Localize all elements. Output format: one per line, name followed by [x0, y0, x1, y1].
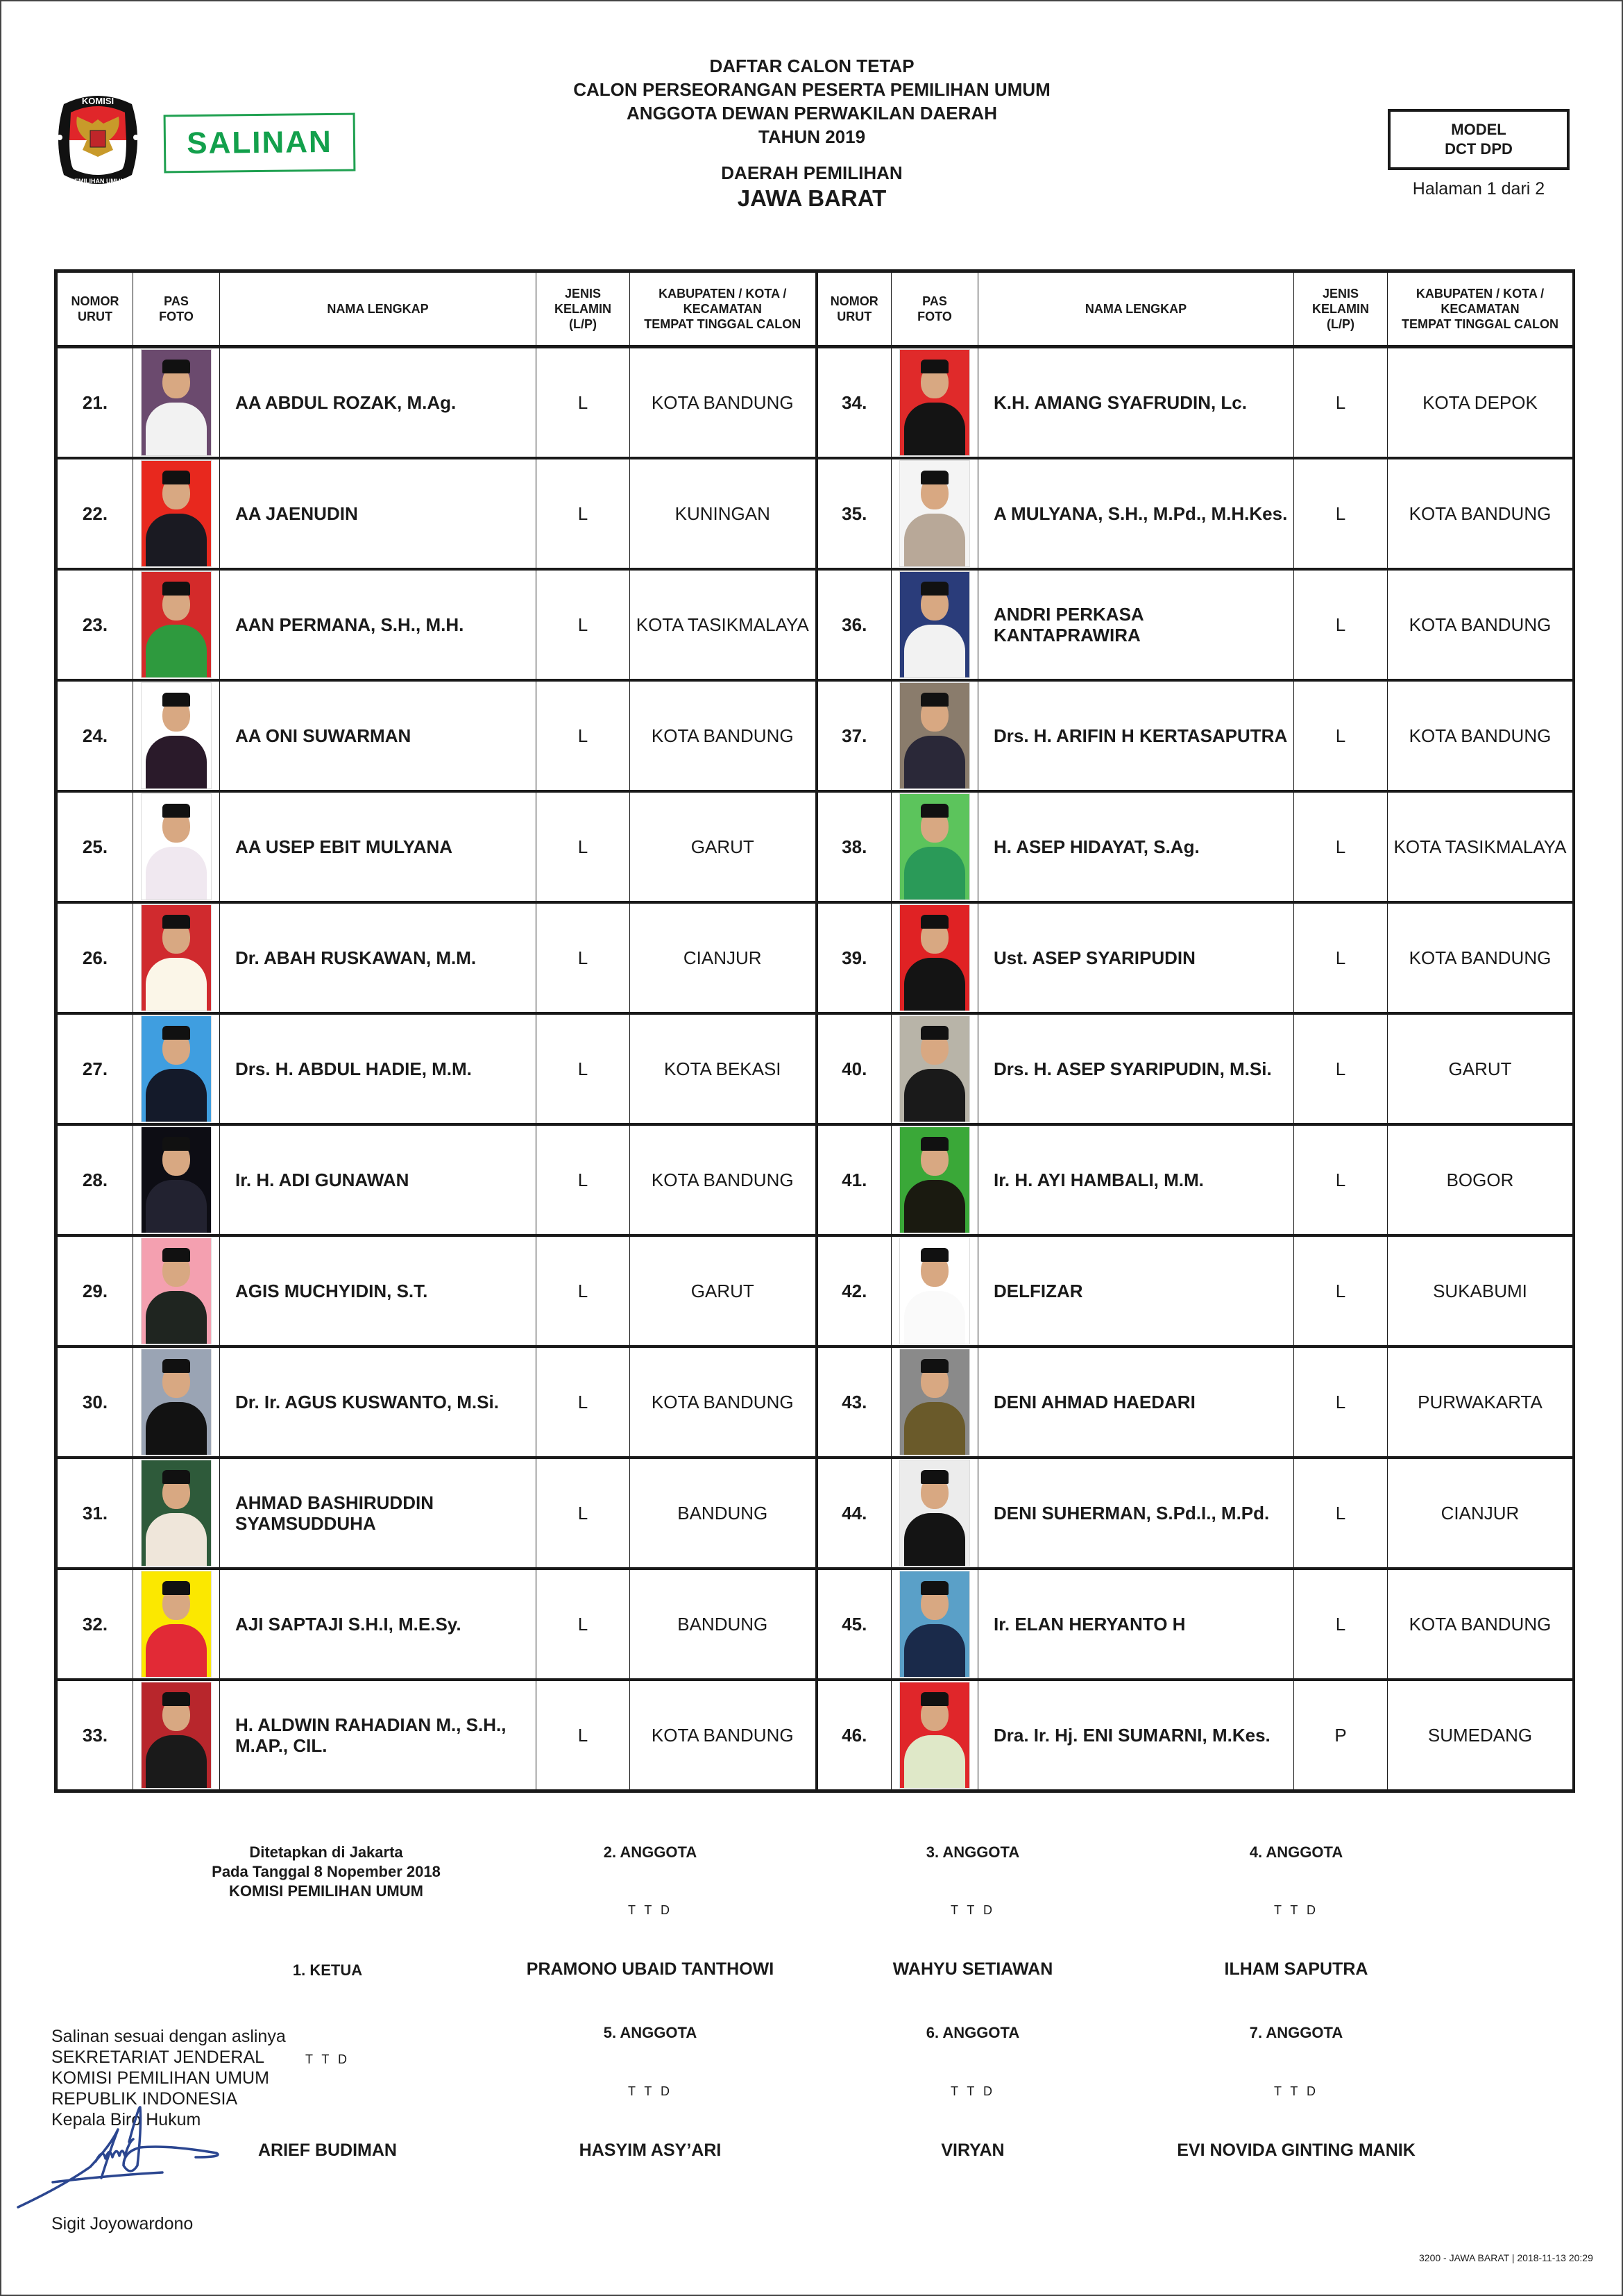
candidate-number: 45.: [817, 1569, 892, 1680]
signed-mark: T T D: [1273, 2084, 1318, 2098]
candidate-number: 43.: [817, 1347, 892, 1458]
certifier-name: Sigit Joyowardono: [51, 2214, 194, 2234]
candidate-photo: [899, 1238, 970, 1344]
certification-line: KOMISI PEMILIHAN UMUM: [51, 2068, 269, 2088]
col-header-residence: KABUPATEN / KOTA / KECAMATAN TEMPAT TINGGAL CALON: [630, 273, 817, 347]
table-row: [58, 1235, 1573, 1347]
candidate-number: 39.: [817, 902, 892, 1013]
photo-cell: [892, 680, 978, 791]
photo-body: [904, 1069, 965, 1122]
candidate-photo: [141, 1015, 212, 1122]
candidate-photo: [141, 1571, 212, 1678]
candidate-residence: KOTA BEKASI: [630, 1013, 817, 1124]
candidate-residence: KOTA BANDUNG: [630, 680, 817, 791]
candidate-name: Ir. H. ADI GUNAWAN: [220, 1124, 536, 1235]
photo-cap: [921, 471, 949, 484]
candidate-photo: [141, 460, 212, 567]
member-role-6: 6. ANGGOTA: [926, 2024, 1020, 2041]
handwritten-signature: [14, 2103, 278, 2221]
candidate-gender: L: [1294, 569, 1388, 680]
candidate-number: 41.: [817, 1124, 892, 1235]
col-header-photo: PAS FOTO: [892, 273, 978, 347]
table-row: [58, 1124, 1573, 1235]
candidate-residence: KOTA BANDUNG: [1388, 1569, 1573, 1680]
candidate-gender: L: [1294, 347, 1388, 459]
photo-cell: [133, 680, 220, 791]
candidate-photo: [899, 793, 970, 900]
candidate-residence: KOTA BANDUNG: [630, 1680, 817, 1790]
candidate-photo: [141, 682, 212, 789]
candidate-residence: KOTA BANDUNG: [1388, 569, 1573, 680]
photo-cap: [921, 1137, 949, 1151]
candidate-gender: L: [1294, 680, 1388, 791]
candidate-photo: [141, 1238, 212, 1344]
candidate-residence: KOTA TASIKMALAYA: [630, 569, 817, 680]
candidate-gender: L: [1294, 902, 1388, 1013]
district-name: JAWA BARAT: [737, 185, 887, 211]
photo-cap: [921, 1470, 949, 1484]
photo-cap: [162, 1692, 190, 1706]
candidate-gender: L: [1294, 458, 1388, 569]
candidate-number: 25.: [58, 791, 133, 902]
candidate-name: AA ABDUL ROZAK, M.Ag.: [220, 347, 536, 459]
candidate-residence: GARUT: [1388, 1013, 1573, 1124]
photo-body: [904, 514, 965, 567]
member-role-1: 1. KETUA: [292, 1961, 363, 1979]
photo-cap: [162, 1248, 190, 1262]
col-header-residence: KABUPATEN / KOTA / KECAMATAN TEMPAT TINGGAL CALON: [1388, 273, 1573, 347]
photo-cap: [162, 360, 190, 373]
candidate-photo: [899, 1682, 970, 1789]
photo-body: [146, 847, 207, 900]
established-block: [180, 1843, 472, 1901]
candidate-gender: L: [536, 902, 630, 1013]
member-name-4: ILHAM SAPUTRA: [1224, 1959, 1368, 1979]
photo-body: [904, 958, 965, 1011]
candidate-residence: CIANJUR: [1388, 1458, 1573, 1569]
candidate-name: AJI SAPTAJI S.H.I, M.E.Sy.: [220, 1569, 536, 1680]
candidate-number: 21.: [58, 347, 133, 459]
candidate-name: Drs. H. ABDUL HADIE, M.M.: [220, 1013, 536, 1124]
certification-line: REPUBLIK INDONESIA: [51, 2089, 238, 2109]
copy-stamp: [164, 113, 356, 174]
member-name-2: PRAMONO UBAID TANTHOWI: [526, 1959, 774, 1979]
photo-cap: [162, 804, 190, 818]
photo-cell: [133, 1680, 220, 1790]
candidate-gender: L: [536, 1013, 630, 1124]
candidate-name: H. ALDWIN RAHADIAN M., S.H., M.AP., CIL.: [220, 1680, 536, 1790]
table-row: [58, 902, 1573, 1013]
candidate-gender: L: [536, 458, 630, 569]
member-role-7: 7. ANGGOTA: [1249, 2024, 1343, 2041]
certification-line: Salinan sesuai dengan aslinya: [51, 2027, 286, 2046]
photo-cell: [892, 569, 978, 680]
member-name-3: WAHYU SETIAWAN: [892, 1959, 1053, 1979]
candidate-photo: [899, 1571, 970, 1678]
signed-mark: T T D: [627, 2084, 672, 2098]
candidate-residence: KOTA BANDUNG: [630, 1124, 817, 1235]
candidate-name: H. ASEP HIDAYAT, S.Ag.: [978, 791, 1294, 902]
photo-cap: [921, 915, 949, 929]
candidate-number: 28.: [58, 1124, 133, 1235]
candidate-gender: L: [1294, 1569, 1388, 1680]
candidate-gender: L: [1294, 1013, 1388, 1124]
candidate-number: 40.: [817, 1013, 892, 1124]
candidate-name: DELFIZAR: [978, 1235, 1294, 1347]
photo-cap: [921, 582, 949, 596]
table-row: [58, 1569, 1573, 1680]
photo-body: [904, 1735, 965, 1789]
established-line: Ditetapkan di Jakarta: [249, 1843, 403, 1861]
photo-cap: [162, 915, 190, 929]
candidate-gender: L: [536, 1569, 630, 1680]
candidate-name: AAN PERMANA, S.H., M.H.: [220, 569, 536, 680]
photo-body: [904, 1513, 965, 1567]
photo-body: [904, 625, 965, 678]
photo-cell: [133, 458, 220, 569]
table-row: [58, 791, 1573, 902]
candidate-number: 34.: [817, 347, 892, 459]
candidate-name: DENI SUHERMAN, S.Pd.I., M.Pd.: [978, 1458, 1294, 1569]
photo-cell: [892, 1013, 978, 1124]
photo-cell: [133, 1013, 220, 1124]
candidate-number: 29.: [58, 1235, 133, 1347]
photo-cap: [921, 1026, 949, 1040]
candidate-photo: [141, 1126, 212, 1233]
candidate-gender: L: [536, 1458, 630, 1569]
photo-cap: [921, 1248, 949, 1262]
photo-cap: [162, 1137, 190, 1151]
table-row: [58, 347, 1573, 459]
photo-body: [146, 514, 207, 567]
photo-body: [904, 1291, 965, 1344]
photo-cap: [921, 804, 949, 818]
photo-body: [904, 847, 965, 900]
title-line: CALON PERSEORANGAN PESERTA PEMILIHAN UMUM: [573, 79, 1051, 100]
photo-cell: [892, 1347, 978, 1458]
candidate-residence: SUMEDANG: [1388, 1680, 1573, 1790]
candidate-gender: L: [536, 347, 630, 459]
signed-mark: T T D: [950, 2084, 995, 2098]
signed-mark: T T D: [1273, 1903, 1318, 1917]
candidate-gender: L: [536, 791, 630, 902]
candidate-gender: L: [536, 569, 630, 680]
candidate-photo: [141, 904, 212, 1011]
photo-body: [146, 1402, 207, 1455]
photo-body: [146, 1735, 207, 1789]
member-role-5: 5. ANGGOTA: [603, 2024, 697, 2041]
candidate-photo: [899, 349, 970, 456]
signed-mark: T T D: [950, 1903, 995, 1917]
candidate-gender: L: [1294, 1235, 1388, 1347]
candidate-residence: CIANJUR: [630, 902, 817, 1013]
candidate-number: 31.: [58, 1458, 133, 1569]
photo-body: [904, 1180, 965, 1233]
candidate-photo: [141, 1460, 212, 1567]
photo-body: [146, 1513, 207, 1567]
candidate-name: DENI AHMAD HAEDARI: [978, 1347, 1294, 1458]
candidate-residence: PURWAKARTA: [1388, 1347, 1573, 1458]
table-row: [58, 569, 1573, 680]
candidate-photo: [899, 1126, 970, 1233]
candidate-photo: [141, 793, 212, 900]
photo-cap: [162, 1470, 190, 1484]
photo-body: [146, 736, 207, 789]
member-role-4: 4. ANGGOTA: [1249, 1843, 1343, 1861]
photo-cap: [921, 693, 949, 707]
copy-stamp-text: SALINAN: [186, 124, 333, 161]
candidate-number: 33.: [58, 1680, 133, 1790]
photo-cell: [892, 347, 978, 459]
photo-cell: [133, 1347, 220, 1458]
photo-body: [904, 736, 965, 789]
candidate-gender: L: [536, 1124, 630, 1235]
candidate-residence: BANDUNG: [630, 1569, 817, 1680]
model-code: DCT DPD: [1445, 140, 1513, 158]
candidate-photo: [899, 1460, 970, 1567]
candidate-residence: SUKABUMI: [1388, 1235, 1573, 1347]
photo-cap: [162, 1359, 190, 1373]
photo-cell: [133, 1569, 220, 1680]
photo-cap: [162, 1581, 190, 1595]
candidate-name: AA JAENUDIN: [220, 458, 536, 569]
table-row: [58, 1680, 1573, 1790]
candidate-residence: BANDUNG: [630, 1458, 817, 1569]
candidate-residence: KOTA BANDUNG: [630, 347, 817, 459]
candidate-residence: KOTA BANDUNG: [1388, 680, 1573, 791]
candidate-gender: L: [536, 1235, 630, 1347]
photo-cell: [133, 1235, 220, 1347]
photo-cell: [892, 1569, 978, 1680]
signed-mark: T T D: [305, 2052, 350, 2066]
col-header-name: NAMA LENGKAP: [978, 273, 1294, 347]
photo-cell: [133, 902, 220, 1013]
photo-cell: [892, 1680, 978, 1790]
candidate-number: 30.: [58, 1347, 133, 1458]
member-role-2: 2. ANGGOTA: [603, 1843, 697, 1861]
candidate-photo: [899, 1015, 970, 1122]
table-header-row: [58, 273, 1573, 347]
photo-cell: [133, 791, 220, 902]
candidate-gender: P: [1294, 1680, 1388, 1790]
candidate-name: AA ONI SUWARMAN: [220, 680, 536, 791]
established-date: Pada Tanggal 8 Nopember 2018: [212, 1863, 441, 1880]
candidate-number: 44.: [817, 1458, 892, 1569]
photo-body: [146, 1180, 207, 1233]
col-header-name: NAMA LENGKAP: [220, 273, 536, 347]
candidate-residence: KOTA TASIKMALAYA: [1388, 791, 1573, 902]
candidate-number: 32.: [58, 1569, 133, 1680]
candidate-name: Drs. H. ARIFIN H KERTASAPUTRA: [978, 680, 1294, 791]
candidate-name: AA USEP EBIT MULYANA: [220, 791, 536, 902]
title-line: TAHUN 2019: [758, 126, 866, 147]
candidate-photo: [141, 1349, 212, 1455]
photo-cell: [892, 1124, 978, 1235]
photo-body: [904, 403, 965, 456]
candidate-name: Dra. Ir. Hj. ENI SUMARNI, M.Kes.: [978, 1680, 1294, 1790]
candidate-name: Ust. ASEP SYARIPUDIN: [978, 902, 1294, 1013]
photo-cap: [162, 471, 190, 484]
established-institution: KOMISI PEMILIHAN UMUM: [229, 1882, 423, 1900]
photo-body: [146, 625, 207, 678]
certification-line: SEKRETARIAT JENDERAL: [51, 2048, 265, 2067]
photo-cell: [892, 1458, 978, 1569]
candidate-residence: KOTA DEPOK: [1388, 347, 1573, 459]
table-row: [58, 1458, 1573, 1569]
candidate-number: 22.: [58, 458, 133, 569]
candidate-gender: L: [1294, 1347, 1388, 1458]
photo-cap: [921, 1581, 949, 1595]
col-header-gender: JENIS KELAMIN (L/P): [536, 273, 630, 347]
candidate-name: Ir. ELAN HERYANTO H: [978, 1569, 1294, 1680]
table-row: [58, 1347, 1573, 1458]
candidate-name: K.H. AMANG SYAFRUDIN, Lc.: [978, 347, 1294, 459]
candidate-residence: KOTA BANDUNG: [1388, 458, 1573, 569]
candidate-name: AGIS MUCHYIDIN, S.T.: [220, 1235, 536, 1347]
col-header-no: NOMOR URUT: [58, 273, 133, 347]
photo-body: [146, 1291, 207, 1344]
candidate-number: 27.: [58, 1013, 133, 1124]
photo-cell: [133, 1458, 220, 1569]
photo-body: [146, 1069, 207, 1122]
svg-text:KOMISI: KOMISI: [81, 96, 114, 106]
kpu-logo: [54, 89, 142, 190]
photo-body: [146, 1624, 207, 1678]
candidate-gender: L: [1294, 791, 1388, 902]
member-name-1: ARIEF BUDIMAN: [258, 2141, 397, 2160]
candidate-gender: L: [1294, 1458, 1388, 1569]
col-header-no: NOMOR URUT: [817, 273, 892, 347]
table-row: [58, 1013, 1573, 1124]
candidate-name: AHMAD BASHIRUDDIN SYAMSUDDUHA: [220, 1458, 536, 1569]
candidate-photo: [899, 1349, 970, 1455]
candidate-gender: L: [1294, 1124, 1388, 1235]
photo-cap: [921, 360, 949, 373]
document-title: [465, 54, 1159, 212]
photo-cell: [133, 569, 220, 680]
photo-cap: [162, 1026, 190, 1040]
candidate-number: 26.: [58, 902, 133, 1013]
candidate-name: A MULYANA, S.H., M.Pd., M.H.Kes.: [978, 458, 1294, 569]
candidate-residence: KOTA BANDUNG: [1388, 902, 1573, 1013]
candidate-photo: [899, 904, 970, 1011]
svg-text:PEMILIHAN UMUM: PEMILIHAN UMUM: [70, 178, 126, 185]
candidate-number: 42.: [817, 1235, 892, 1347]
candidate-name: Dr. Ir. AGUS KUSWANTO, M.Si.: [220, 1347, 536, 1458]
photo-body: [904, 1624, 965, 1678]
candidate-gender: L: [536, 1347, 630, 1458]
candidate-gender: L: [536, 1680, 630, 1790]
title-line: DAFTAR CALON TETAP: [709, 56, 915, 76]
candidate-residence: KUNINGAN: [630, 458, 817, 569]
candidate-number: 37.: [817, 680, 892, 791]
candidate-residence: GARUT: [630, 1235, 817, 1347]
model-box: [1388, 109, 1570, 170]
photo-cell: [133, 347, 220, 459]
candidate-photo: [141, 349, 212, 456]
candidate-name: Ir. H. AYI HAMBALI, M.M.: [978, 1124, 1294, 1235]
photo-cap: [162, 693, 190, 707]
photo-cell: [892, 902, 978, 1013]
title-line: ANGGOTA DEWAN PERWAKILAN DAERAH: [627, 103, 997, 124]
member-role-3: 3. ANGGOTA: [926, 1843, 1020, 1861]
table-row: [58, 680, 1573, 791]
candidate-table: [54, 269, 1575, 1793]
candidate-number: 36.: [817, 569, 892, 680]
candidate-name: Drs. H. ASEP SYARIPUDIN, M.Si.: [978, 1013, 1294, 1124]
candidate-photo: [899, 460, 970, 567]
col-header-photo: PAS FOTO: [133, 273, 220, 347]
candidate-photo: [899, 682, 970, 789]
candidate-number: 46.: [817, 1680, 892, 1790]
photo-cell: [892, 1235, 978, 1347]
candidate-photo: [141, 571, 212, 678]
candidate-photo: [899, 571, 970, 678]
member-name-6: VIRYAN: [941, 2141, 1005, 2160]
page-indicator: Halaman 1 dari 2: [1412, 179, 1545, 199]
candidate-number: 38.: [817, 791, 892, 902]
candidate-name: ANDRI PERKASA KANTAPRAWIRA: [978, 569, 1294, 680]
candidate-residence: GARUT: [630, 791, 817, 902]
candidate-number: 24.: [58, 680, 133, 791]
photo-cell: [892, 791, 978, 902]
photo-cap: [921, 1692, 949, 1706]
photo-cap: [921, 1359, 949, 1373]
photo-body: [904, 1402, 965, 1455]
photo-cell: [892, 458, 978, 569]
candidate-name: Dr. ABAH RUSKAWAN, M.M.: [220, 902, 536, 1013]
photo-cell: [133, 1124, 220, 1235]
table-row: [58, 458, 1573, 569]
candidate-residence: KOTA BANDUNG: [630, 1347, 817, 1458]
print-stamp: 3200 - JAWA BARAT | 2018-11-13 20:29: [1419, 2252, 1593, 2263]
signed-mark: T T D: [627, 1903, 672, 1917]
candidate-number: 35.: [817, 458, 892, 569]
candidate-photo: [141, 1682, 212, 1789]
candidate-gender: L: [536, 680, 630, 791]
photo-cap: [162, 582, 190, 596]
district-label: DAERAH PEMILIHAN: [721, 162, 903, 183]
certification-line: Kepala Biro Hukum: [51, 2110, 201, 2129]
photo-body: [146, 958, 207, 1011]
candidate-residence: BOGOR: [1388, 1124, 1573, 1235]
member-name-7: EVI NOVIDA GINTING MANIK: [1177, 2141, 1416, 2160]
candidate-number: 23.: [58, 569, 133, 680]
photo-body: [146, 403, 207, 456]
model-line: MODEL: [1451, 121, 1506, 138]
member-name-5: HASYIM ASY’ARI: [579, 2141, 722, 2160]
col-header-gender: JENIS KELAMIN (L/P): [1294, 273, 1388, 347]
